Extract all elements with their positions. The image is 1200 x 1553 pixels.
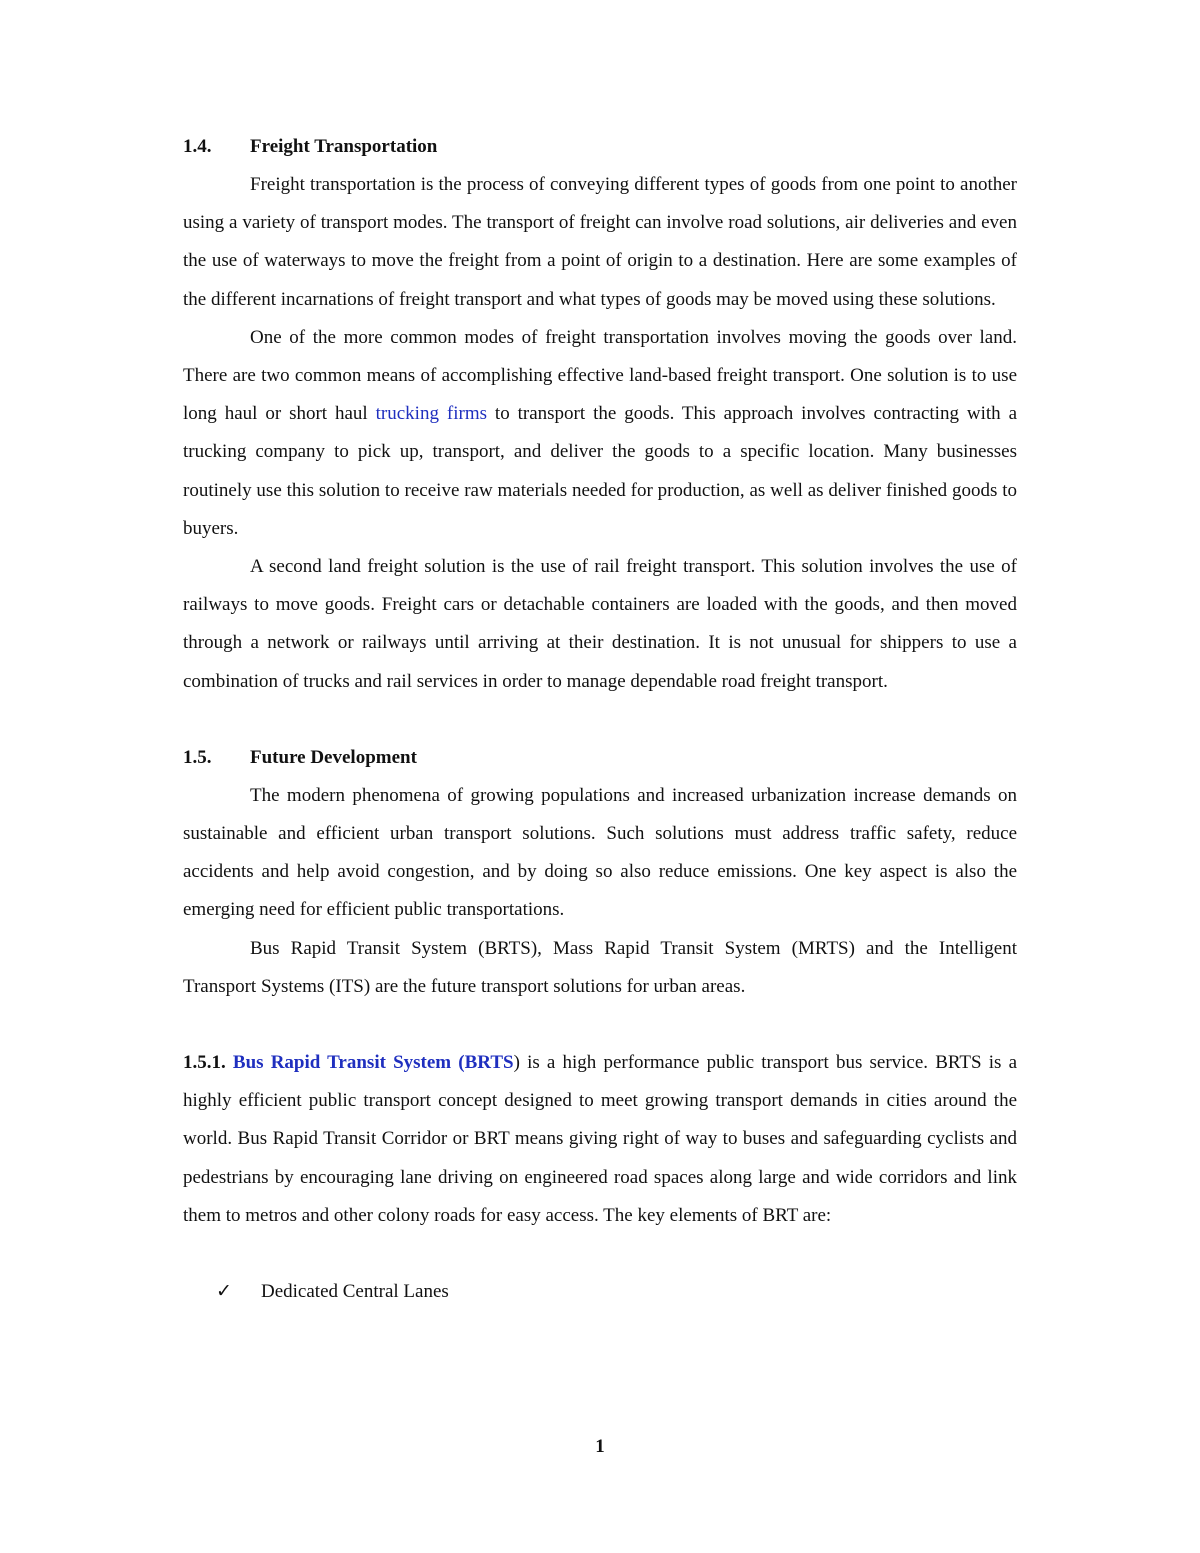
brts-link[interactable]: Bus Rapid Transit System (BRTS xyxy=(232,1052,514,1074)
section-heading-1-4 xyxy=(183,128,1017,166)
paragraph: A second land freight solution is the use of rail freight transport. This solution involves the use of railways to move goods. Freight cars or detachable containers are loaded with the goods, and then moved through a network or railways until arriving at their destination. It is not unusual for shippers to use a combination of trucks and rail services in order to manage dependable road freight transport. xyxy=(183,556,1017,692)
section-title: Freight Transportation xyxy=(250,136,438,157)
page-number: 1 xyxy=(595,1436,605,1457)
spacer xyxy=(183,1235,1017,1273)
section-number: 1.5. xyxy=(183,746,212,768)
paragraph-text: is a high performance public transport bus service. BRTS is a highly efficient public transport concept designed to meet growing transport demands in cities around the world. Bus Rapid Transit Corridor or BRT means giving right of way to buses and safeguarding cyclists and pedestrians by encouraging lane driving on engineered road spaces along large and wide corridors and link them to metros and other colony roads for easy access. The key elements of BRT are: xyxy=(183,1052,1018,1226)
list-item-label: Dedicated Central Lanes xyxy=(261,1281,449,1303)
paragraph xyxy=(183,319,1017,548)
paragraph: Bus Rapid Transit System (BRTS), Mass Rapid Transit System (MRTS) and the Intelligent Transport Systems (ITS) are the future transport solutions for urban areas. xyxy=(183,937,1017,997)
page-content xyxy=(183,128,1017,1311)
spacer xyxy=(183,1006,1017,1044)
section-title: Future Development xyxy=(250,746,417,768)
paragraph: Freight transportation is the process of conveying different types of goods from one point to another using a variety of transport modes. The transport of freight can involve road solutions, air deliveries and even the use of waterways to move the freight from a point of origin to a destination. Here are some examples of the different incarnations of freight transport and what types of goods may be moved using these solutions. xyxy=(183,174,1017,310)
section-heading-1-5 xyxy=(183,739,1017,777)
spacer xyxy=(183,701,1017,739)
checkmark-icon: ✓ xyxy=(216,1281,232,1303)
key-elements-list xyxy=(183,1273,1017,1311)
paragraph-text: One of the more common modes of freight transportation involves moving the goods over land. There are two common means of accomplishing effective land-based freight transport. One solution is to use long haul or short haul xyxy=(183,326,1017,425)
section-number: 1.4. xyxy=(183,136,212,157)
paren-close: ) xyxy=(513,1052,520,1074)
paragraph-text: to transport the goods. This approach involves contracting with a trucking company to pick up, transport, and deliver the goods to a specific location. Many businesses routinely use this solution to receive raw materials needed for production, as well as deliver finished goods to buyers. xyxy=(183,403,1018,539)
paragraph: The modern phenomena of growing populations and increased urbanization increase demands on sustainable and efficient urban transport solutions. Such solutions must address traffic safety, reduce accidents and help avoid congestion, and by doing so also reduce emissions. One key aspect is also the emerging need for efficient public transportations. xyxy=(183,784,1017,921)
list-item xyxy=(183,1273,1017,1311)
trucking-firms-link[interactable]: trucking firms xyxy=(375,403,487,425)
section-number: 1.5.1. xyxy=(183,1052,226,1074)
paragraph-1-5-1 xyxy=(183,1044,1017,1235)
